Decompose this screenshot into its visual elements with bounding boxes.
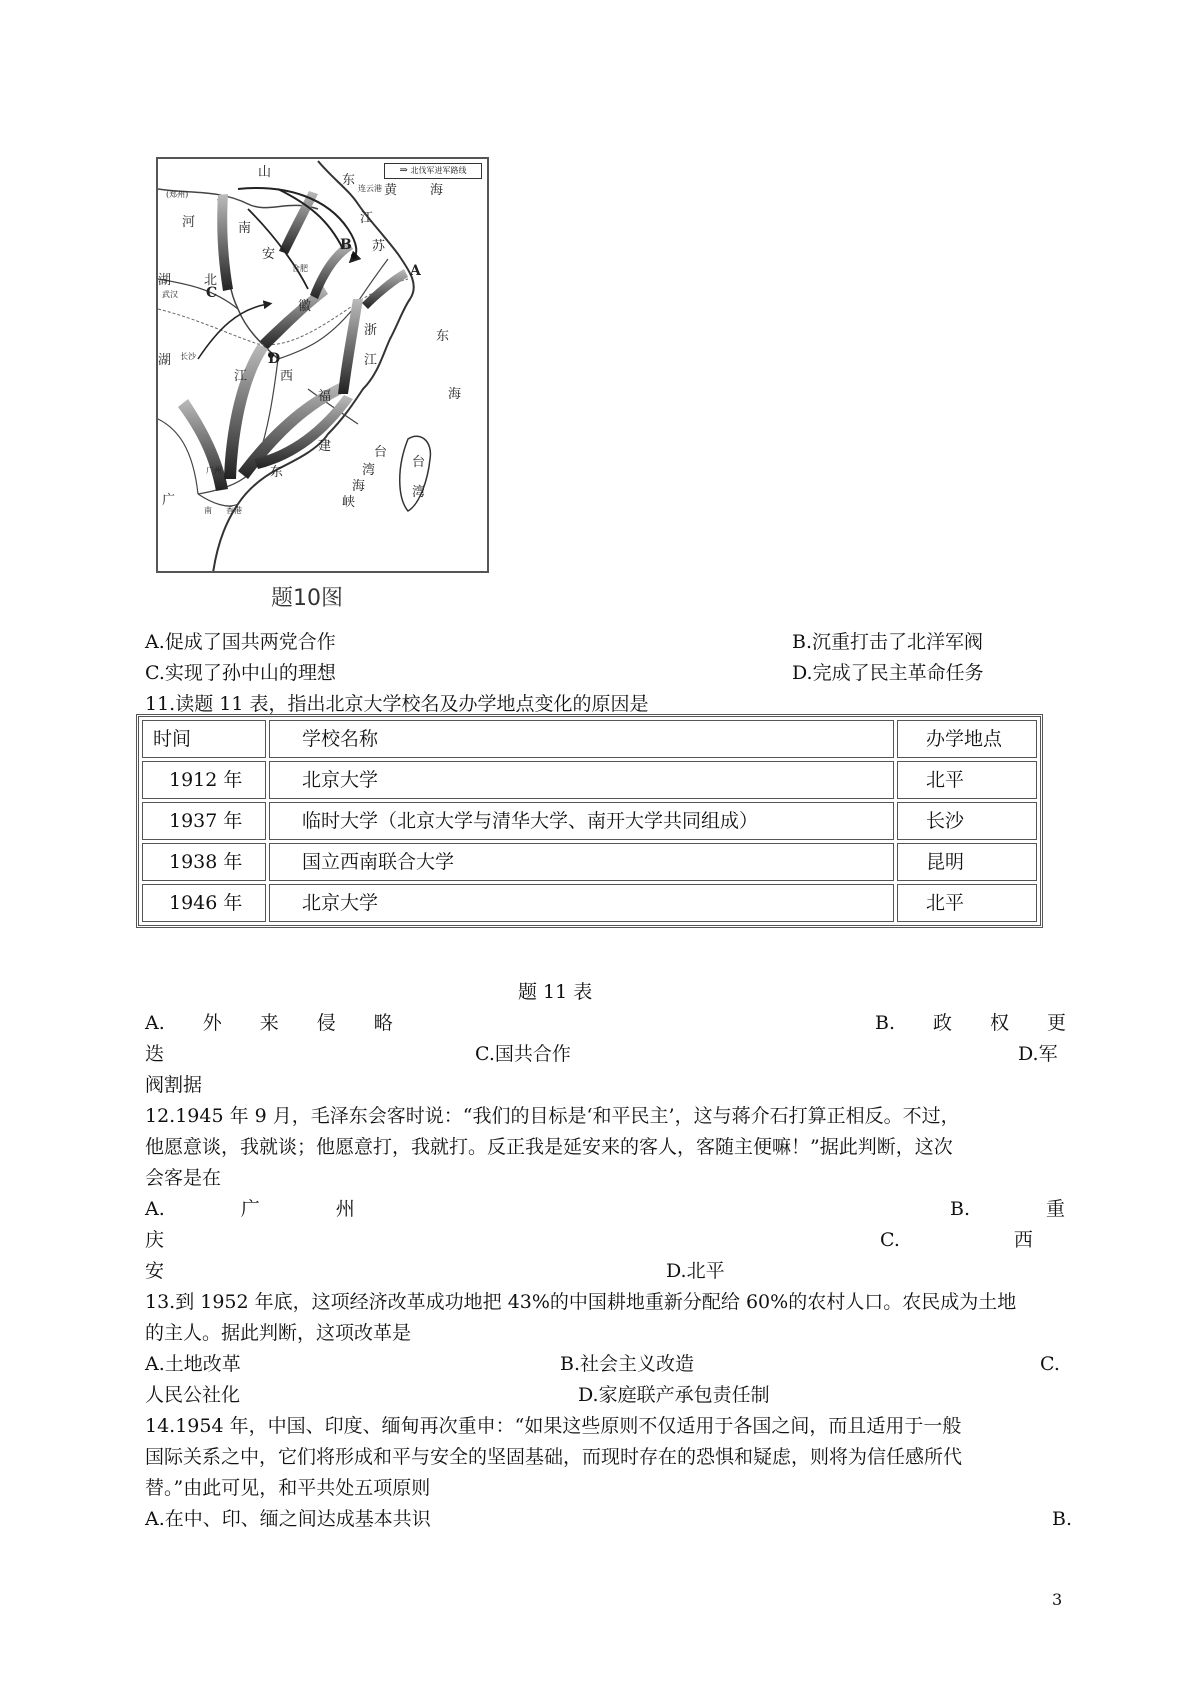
q10-option-d: D.完成了民主革命任务: [792, 662, 984, 684]
table-cell-year: 1937 年: [142, 802, 266, 840]
q14-stem-line1: 14.1954 年，中国、印度、缅甸再次重申：“如果这些原则不仅适用于各国之间，而且适用于一般: [145, 1415, 962, 1437]
map-label-hubei: 北: [204, 273, 218, 288]
q12-option-b-continued: 庆: [145, 1229, 165, 1251]
q12-stem-line2: 他愿意谈，我就谈；他愿意打，我就打。反正我是延安来的客人，客随主便嘛！”据此判断，这次: [145, 1136, 953, 1158]
map-point-a: A: [410, 263, 421, 279]
table-header-row: [142, 720, 1037, 758]
route-arrow: [217, 194, 233, 291]
q14-option-b: B.: [1052, 1508, 1073, 1530]
map-label-anhui: 徽: [298, 299, 312, 314]
q12-stem-line3: 会客是在: [145, 1167, 222, 1189]
map-legend: [384, 163, 482, 179]
table-cell-location: 北平: [897, 761, 1037, 799]
table-row: [142, 884, 1037, 922]
table-row: [142, 761, 1037, 799]
route-arrow: [362, 269, 408, 309]
map-label-hunan: 湖: [158, 353, 172, 368]
map-label-jiangsu: 苏: [372, 239, 386, 254]
table-header-cell: 时间: [142, 720, 266, 758]
map-label-xianggang: 香港: [226, 506, 242, 515]
map-label-guangzhou: 广州: [206, 466, 222, 475]
province-border: [278, 259, 388, 359]
map-label-taiwan: 湾: [412, 485, 426, 500]
legend-label: 北伐军进军路线: [410, 166, 467, 175]
q11-option-d: D.军: [1018, 1043, 1058, 1065]
map-label-changsha: 长沙: [180, 352, 196, 361]
map-label-fujian: 建: [318, 439, 332, 454]
q14-stem-line2: 国际关系之中，它们将形成和平与安全的坚固基础，而现时存在的恐惧和疑虑，则将为信任感所代: [145, 1446, 963, 1468]
map-caption: 题10图: [271, 586, 343, 611]
q12-option-d: D.北平: [666, 1260, 725, 1282]
map-label-wuhan: 武汉: [162, 290, 178, 299]
table-cell-year: 1946 年: [142, 884, 266, 922]
q10-option-a: A.促成了国共两党合作: [145, 631, 336, 653]
map-label-jiangxi: 江: [234, 369, 248, 384]
map-label-jiangxi: 西: [280, 369, 294, 384]
table-cell-name: 北京大学: [269, 761, 894, 799]
legend-arrow-icon: ⇒: [399, 165, 408, 176]
map-point-b: B: [340, 237, 352, 253]
map-label-taiwan-strait: 台: [374, 445, 388, 460]
q11-option-b: B. 政 权 更: [875, 1012, 1067, 1034]
q13-option-b: B.社会主义改造: [560, 1353, 695, 1375]
table-header-cell: 学校名称: [269, 720, 894, 758]
q12-option-c-continued: 安: [145, 1260, 165, 1282]
province-border: [158, 419, 198, 494]
map-point-d: D: [268, 351, 281, 367]
map-label-hefei: 合肥: [292, 264, 308, 273]
page-number: 3: [1052, 1590, 1063, 1609]
map-label-taiwan: 台: [412, 455, 426, 470]
map-label-donghai: 东: [436, 329, 450, 344]
route-arrow: [178, 399, 228, 491]
table-row: [142, 802, 1037, 840]
q12-option-c: C. 西: [880, 1229, 1033, 1251]
table-header-cell: 办学地点: [897, 720, 1037, 758]
q11-option-a: A. 外 来 侵 略: [145, 1012, 393, 1034]
q11-option-b-continued: 迭: [145, 1043, 165, 1065]
map-label-huanghai: 黄: [384, 183, 398, 198]
q13-option-d: D.家庭联产承包责任制: [578, 1384, 770, 1406]
map-label-taiwan-strait: 海: [352, 479, 366, 494]
q11-table-caption: 题 11 表: [518, 981, 593, 1003]
map-figure: [156, 157, 489, 573]
map-label-henan: 南: [238, 221, 252, 236]
table-cell-name: 临时大学（北京大学与清华大学、南开大学共同组成）: [269, 802, 894, 840]
q13-stem-line1: 13.到 1952 年底，这项经济改革成功地把 43%的中国耕地重新分配给 60%的农村人口。农民成为土地: [145, 1291, 1017, 1313]
map-label-zhengzhou: (郑州): [166, 190, 189, 199]
map-label-taiwan-strait: 湾: [362, 463, 376, 478]
map-label-shandong: 东: [342, 173, 356, 188]
map-label-hubei: 湖: [158, 273, 172, 288]
q14-option-a: A.在中、印、缅之间达成基本共识: [145, 1508, 431, 1530]
table-cell-location: 北平: [897, 884, 1037, 922]
map-label-guangdong: 东: [270, 465, 284, 480]
q13-option-c: C.: [1040, 1353, 1060, 1375]
table-cell-year: 1938 年: [142, 843, 266, 881]
map-label-shandong: 山: [258, 165, 272, 180]
q14-stem-line3: 替。”由此可见，和平共处五项原则: [145, 1477, 431, 1499]
q11-table: [136, 714, 1043, 928]
q11-stem: 11.读题 11 表，指出北京大学校名及办学地点变化的原因是: [145, 693, 649, 715]
q13-stem-line2: 的主人。据此判断，这项改革是: [145, 1322, 412, 1344]
q12-option-b: B. 重: [950, 1198, 1066, 1220]
map-label-hebei: 河: [182, 215, 196, 230]
table-cell-year: 1912 年: [142, 761, 266, 799]
table-cell-name: 北京大学: [269, 884, 894, 922]
q12-stem-line1: 12.1945 年 9 月，毛泽东会客时说：“我们的目标是‘和平民主’，这与蒋介石打算正相反。不过，: [145, 1105, 960, 1127]
table-cell-location: 昆明: [897, 843, 1037, 881]
q13-option-a: A.土地改革: [145, 1353, 241, 1375]
q10-option-c: C.实现了孙中山的理想: [145, 662, 336, 684]
map-label-jiangsu: 江: [360, 211, 374, 226]
q11-option-c: C.国共合作: [475, 1043, 571, 1065]
map-label-fujian: 福: [318, 389, 332, 404]
map-label-taiwan-strait: 峡: [342, 495, 356, 510]
map-label-zhejiang: 浙: [364, 323, 378, 338]
q11-option-d-continued: 阀割据: [145, 1074, 203, 1096]
map-label-huanghai: 海: [430, 183, 444, 198]
q13-option-c-continued: 人民公社化: [145, 1384, 241, 1406]
table-cell-location: 长沙: [897, 802, 1037, 840]
map-point-c: C: [206, 285, 218, 301]
q10-option-b: B.沉重打击了北洋军阀: [792, 631, 984, 653]
map-label-guangxi: 广: [162, 493, 176, 508]
q12-option-a: A. 广 州: [145, 1198, 355, 1220]
table-row: [142, 843, 1037, 881]
map-label-lianyungang: 连云港: [358, 184, 382, 193]
table-cell-name: 国立西南联合大学: [269, 843, 894, 881]
point-marker: [351, 253, 357, 259]
map-label-nanhai: 南: [204, 506, 212, 515]
map-label-anhui: 安: [262, 247, 276, 262]
map-label-zhejiang: 江: [364, 353, 378, 368]
map-label-donghai: 海: [448, 387, 462, 402]
